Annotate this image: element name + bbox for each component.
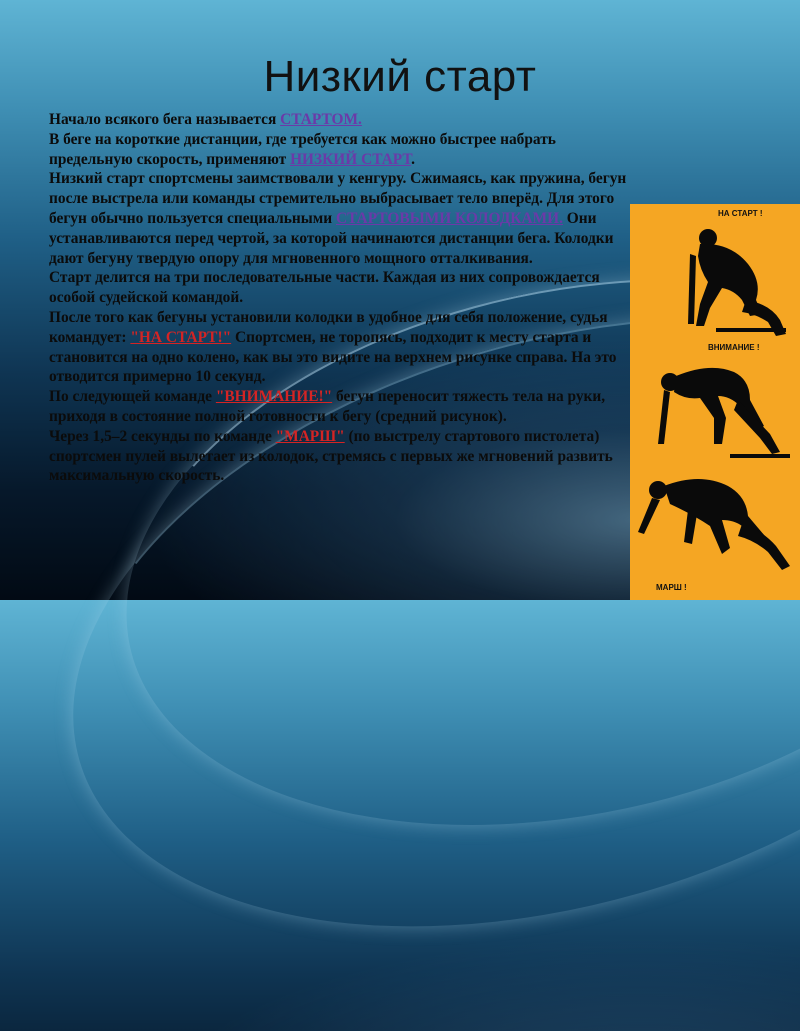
paragraph (49, 110, 629, 130)
paragraph-text: Низкий старт спортсмены заимствовали у кенгуру. Сжимаясь, как пружина, бегун после выстрела или команды стремительно выбрасывает тело вперёд. Для этого бегун обычно пользуется специальными (49, 170, 627, 227)
figure-on-your-marks (688, 229, 786, 336)
paragraph-text: Они устанавливаются перед чертой, за которой начинаются дистанции бега. Колодки дают бегуну твердую опору для мгновенного мощного отталкивания. (49, 209, 614, 267)
command-link[interactable]: "МАРШ" (275, 427, 345, 445)
paragraph-text: Начало всякого бега называется (49, 111, 281, 128)
paragraph (49, 387, 629, 427)
paragraph (49, 169, 629, 268)
sprint-start-illustration (630, 204, 800, 600)
paragraph-text: Старт делится на три последовательные части. Каждая из них сопровождается особой судейской командой. (49, 269, 600, 307)
figure-get-set (658, 368, 790, 458)
paragraph-text: После того как бегуны установили колодки в удобное для себя положение, судья командует: (49, 308, 608, 346)
command-link[interactable]: "ВНИМАНИЕ!" (215, 388, 333, 406)
term-link[interactable]: СТАРТОМ. (280, 111, 362, 128)
term-link[interactable]: НИЗКИЙ СТАРТ (290, 150, 412, 168)
caption-get-set: ВНИМАНИЕ ! (708, 343, 760, 352)
term-link[interactable]: СТАРТОВЫМИ КОЛОДКАМИ. (335, 209, 563, 227)
paragraph-text: бегун переносит тяжесть тела на руки, приходя в состояние полной готовности к бегу (средний рисунок). (49, 388, 606, 425)
paragraph (49, 308, 629, 387)
paragraph (49, 268, 629, 308)
paragraph (49, 130, 629, 170)
figure-go (638, 479, 790, 570)
paragraph-text: По следующей команде (49, 388, 216, 406)
paragraph-text: В беге на короткие дистанции, где требуется как можно быстрее набрать предельную скорость, применяют (49, 130, 556, 168)
paragraph-text: . (411, 150, 415, 168)
sprint-start-figures (630, 204, 800, 600)
paragraph (49, 427, 629, 486)
paragraph-text: (по выстрелу стартового пистолета) спортсмен пулей вылетает из колодок, стремясь с первых же мгновений развить максимальную скорость. (49, 427, 613, 485)
paragraph-text: Спортсмен, не торопясь, подходит к месту старта и становится на одно колено, как вы это видите на верхнем рисунке справа. На это отводится примерно 10 секунд. (49, 328, 617, 386)
caption-go: МАРШ ! (656, 583, 687, 592)
command-link[interactable]: "НА СТАРТ!" (130, 328, 232, 346)
slide-title: Низкий старт (263, 52, 537, 101)
body-text (49, 110, 629, 486)
paragraph-text: Через 1,5–2 секунды по команде (49, 427, 276, 445)
caption-on-your-marks: НА СТАРТ ! (718, 209, 763, 218)
